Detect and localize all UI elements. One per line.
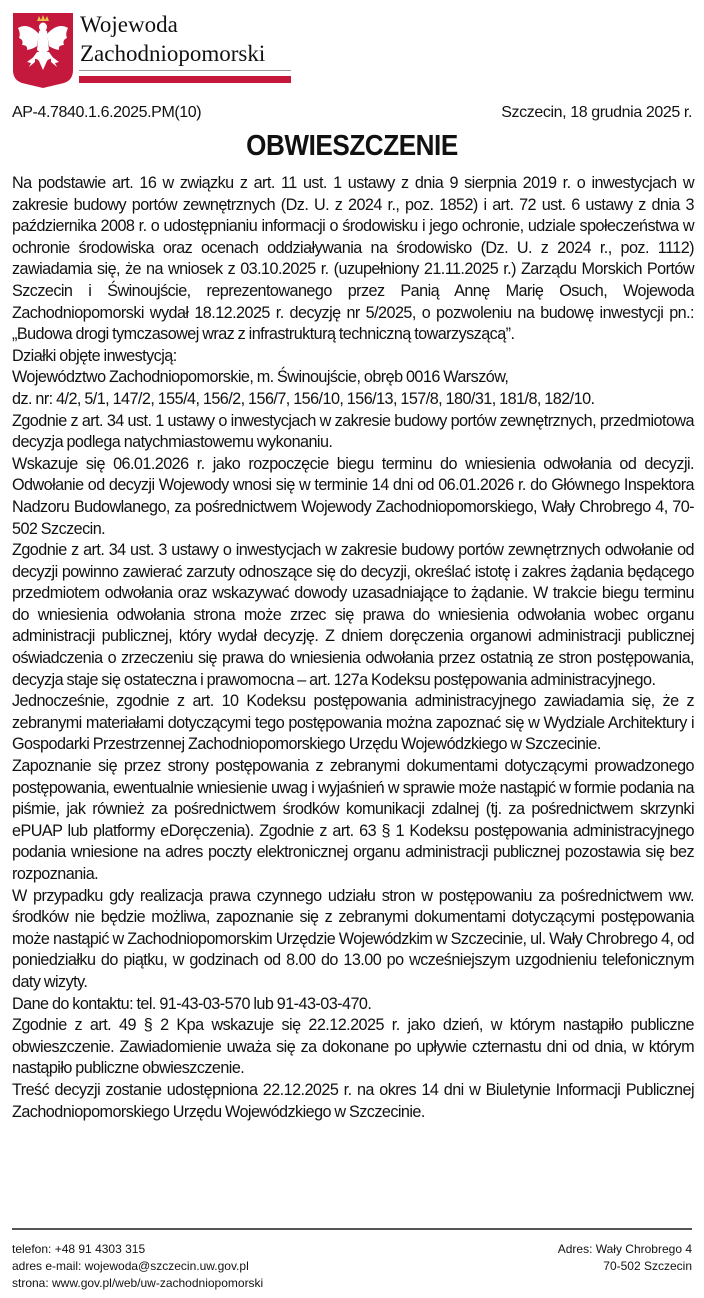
paragraph-publication-date: Zgodnie z art. 49 § 2 Kpa wskazuje się 22.12.2025 r. jako dzień, w którym nastąpiło publiczne obwieszczenie. Zawiadomienie uważa się za dokonane po upływie czternastu dni od dnia, w którym nastąpiło publiczne obwieszczenie. bbox=[12, 1016, 694, 1078]
org-name-line2: Zachodniopomorski bbox=[80, 41, 266, 66]
footer-divider bbox=[12, 1228, 692, 1230]
paragraph-case-materials: Jednocześnie, zgodnie z art. 10 Kodeksu postępowania administracyjnego zawiadamia się, że z zebranymi materiałami dotyczącymi tego postępowania można zapoznać się w Wydziale Architektury i Gospodarki Przestrzennej Zachodniopomorskiego Urzędu Wojewódzkiego w Szczecinie. bbox=[12, 692, 694, 754]
place-and-date: Szczecin, 18 grudnia 2025 r. bbox=[501, 104, 692, 121]
footer-contact bbox=[12, 1241, 263, 1292]
paragraph-legal-basis: Na podstawie art. 16 w związku z art. 11 ust. 1 ustawy z dnia 9 sierpnia 2019 r. o inwestycjach w zakresie budowy portów zewnętrznych (Dz. U. z 2024 r., poz. 1852) i art. 72 ust. 6 ustawy z dnia 3 października 2008 r. o udostępnianiu informacji o środowisku i jego ochronie, udziale społeczeństwa w ochronie środowiska oraz ocenach oddziaływania na środowisko (Dz. U. z 2024 r., poz. 1112) zawiadamia się, że na wniosek z 03.10.2025 r. (uzupełniony 21.11.2025 r.) Zarządu Morskich Portów Szczecin i Świnoujście, reprezentowanego przez Panią Annę Marię Osuch, Wojewoda Zachodniopomorski wydał 18.12.2025 r. decyzję nr 5/2025, o pozwoleniu na budowę inwestycji pn.: „Budowa drogi tymczasowej wraz z infrastrukturą techniczną towarzyszącą”. bbox=[12, 174, 694, 344]
paragraph-in-person-access: W przypadku gdy realizacja prawa czynnego udziału stron w postępowaniu za pośrednictwem ww. środków nie będzie możliwa, zapoznanie się z zebranymi dokumentami dotyczącymi postępowania może nastąpić w Zachodniopomorskim Urzędzie Wojewódzkim w Szczecinie, ul. Wały Chrobrego 4, od poniedziałku do piątku, w godzinach od 8.00 do 13.00 po wcześniejszym uzgodnieniu telefonicznym daty wizyty. bbox=[12, 886, 694, 991]
letterhead bbox=[10, 10, 290, 90]
letterhead-divider-thin bbox=[79, 70, 291, 71]
paragraph-contact: Dane do kontaktu: tel. 91-43-03-570 lub 91-43-03-470. bbox=[12, 994, 372, 1013]
footer-address bbox=[558, 1241, 692, 1275]
organization-name bbox=[80, 10, 265, 68]
document-body bbox=[12, 173, 694, 1123]
org-name-line1: Wojewoda bbox=[80, 12, 178, 37]
paragraph-immediate-execution: Zgodnie z art. 34 ust. 1 ustawy o inwestycjach w zakresie budowy portów zewnętrznych, przedmiotowa decyzja podlega natychmiastowemu wykonaniu. bbox=[12, 411, 694, 452]
paragraph-appeal-deadline: Wskazuje się 06.01.2026 r. jako rozpoczęcie biegu terminu do wniesienia odwołania od decyzji. Odwołanie od decyzji Wojewody wnosi się w terminie 14 dni od 06.01.2026 r. do Głównego Inspektora Nadzoru Budowlanego, za pośrednictwem Wojewody Zachodniopomorskiego, Wały Chrobrego 4, 70-502 Szczecin. bbox=[12, 454, 694, 538]
paragraph-remote-access: Zapoznanie się przez strony postępowania z zebranymi dokumentami dotyczącymi prowadzonego postępowania, ewentualnie wniesienie uwag i wyjaśnień w sprawie może nastąpić w formie podania na piśmie, jak również za pośrednictwem środków komunikacji zdalnej (tj. za pośrednictwem skrzynki ePUAP lub platformy eDoręczenia). Zgodnie z art. 63 § 1 Kodeksu postępowania administracyjnego podania wniesione na adres poczty elektronicznej organu administracji publicznej pozostawia się bez rozpoznania. bbox=[12, 757, 694, 883]
footer-address-line1: Adres: Wały Chrobrego 4 bbox=[557, 1242, 692, 1256]
polish-eagle-crest-icon bbox=[12, 12, 74, 88]
paragraph-plots-heading: Działki objęte inwestycją: bbox=[12, 346, 177, 365]
footer-website[interactable]: strona: www.gov.pl/web/uw-zachodniopomorski bbox=[12, 1276, 264, 1290]
document-title: OBWIESZCZENIE bbox=[246, 130, 458, 162]
paragraph-appeal-requirements: Zgodnie z art. 34 ust. 3 ustawy o inwestycjach w zakresie budowy portów zewnętrznych odwołanie od decyzji powinno zawierać zarzuty odnoszące się do decyzji, określać istotę i zakres żądania będącego przedmiotem odwołania oraz wskazywać dowody uzasadniające to żądanie. W trakcie biegu terminu do wniesienia odwołania strona może zrzec się prawa do wniesienia odwołania wobec organu administracji publicznej, który wydał decyzję. Z dniem doręczenia organowi administracji publicznej oświadczenia o zrzeczeniu się prawa do wniesienia odwołania przez ostatnią ze stron postępowania, decyzja staje się ostateczna i prawomocna – art. 127a Kodeksu postępowania administracyjnego. bbox=[12, 541, 694, 689]
footer-address-line2: 70-502 Szczecin bbox=[603, 1259, 692, 1273]
footer-phone: telefon: +48 91 4303 315 bbox=[12, 1242, 146, 1256]
letterhead-divider-red bbox=[79, 76, 291, 83]
paragraph-plots-numbers: dz. nr: 4/2, 5/1, 147/2, 155/4, 156/2, 156/7, 156/10, 156/13, 157/8, 180/31, 181/8, 182/10. bbox=[12, 389, 595, 408]
footer-email[interactable]: adres e-mail: wojewoda@szczecin.uw.gov.pl bbox=[12, 1259, 249, 1273]
case-reference-number: AP-4.7840.1.6.2025.PM(10) bbox=[12, 104, 202, 121]
paragraph-plots-location: Województwo Zachodniopomorskie, m. Świnoujście, obręb 0016 Warszów, bbox=[12, 368, 509, 387]
paragraph-bip-publication: Treść decyzji zostanie udostępniona 22.12.2025 r. na okres 14 dni w Biuletynie Informacji Publicznej Zachodniopomorskiego Urzędu Wojewódzkiego w Szczecinie. bbox=[12, 1080, 694, 1121]
reference-line bbox=[12, 104, 692, 122]
